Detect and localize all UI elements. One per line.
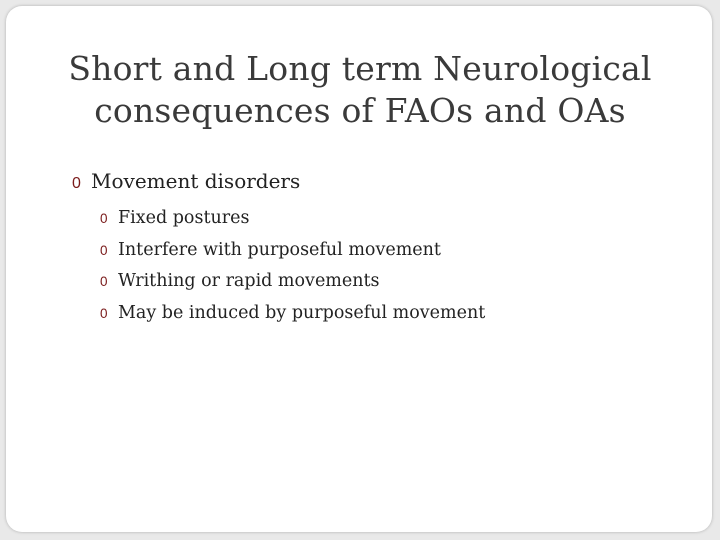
sub-bullet-item — [100, 266, 692, 298]
title-line-2: consequences of FAOs and OAs — [94, 91, 626, 130]
bullet-list — [72, 166, 692, 330]
sub-bullet-item — [100, 298, 692, 330]
sub-bullet-text: May be induced by purposeful movement — [118, 303, 486, 324]
sub-bullet-list — [72, 203, 692, 330]
bullet-marker: 0 — [72, 175, 81, 192]
sub-bullet-item — [100, 203, 692, 235]
sub-bullet-marker: 0 — [100, 306, 108, 322]
sub-bullet-text: Interfere with purposeful movement — [118, 239, 441, 260]
sub-bullet-text: Fixed postures — [118, 208, 250, 228]
bullet-text: Movement disorders — [91, 169, 301, 193]
sub-bullet-marker: 0 — [100, 211, 108, 226]
sub-bullet-text: Writhing or rapid movements — [118, 271, 380, 292]
title-line-1: Short and Long term Neurological — [68, 49, 652, 88]
sub-bullet-item — [100, 235, 692, 267]
sub-bullet-marker: 0 — [100, 242, 108, 258]
slide-title — [20, 48, 700, 132]
sub-bullet-marker: 0 — [100, 274, 108, 290]
bullet-item — [72, 166, 692, 199]
